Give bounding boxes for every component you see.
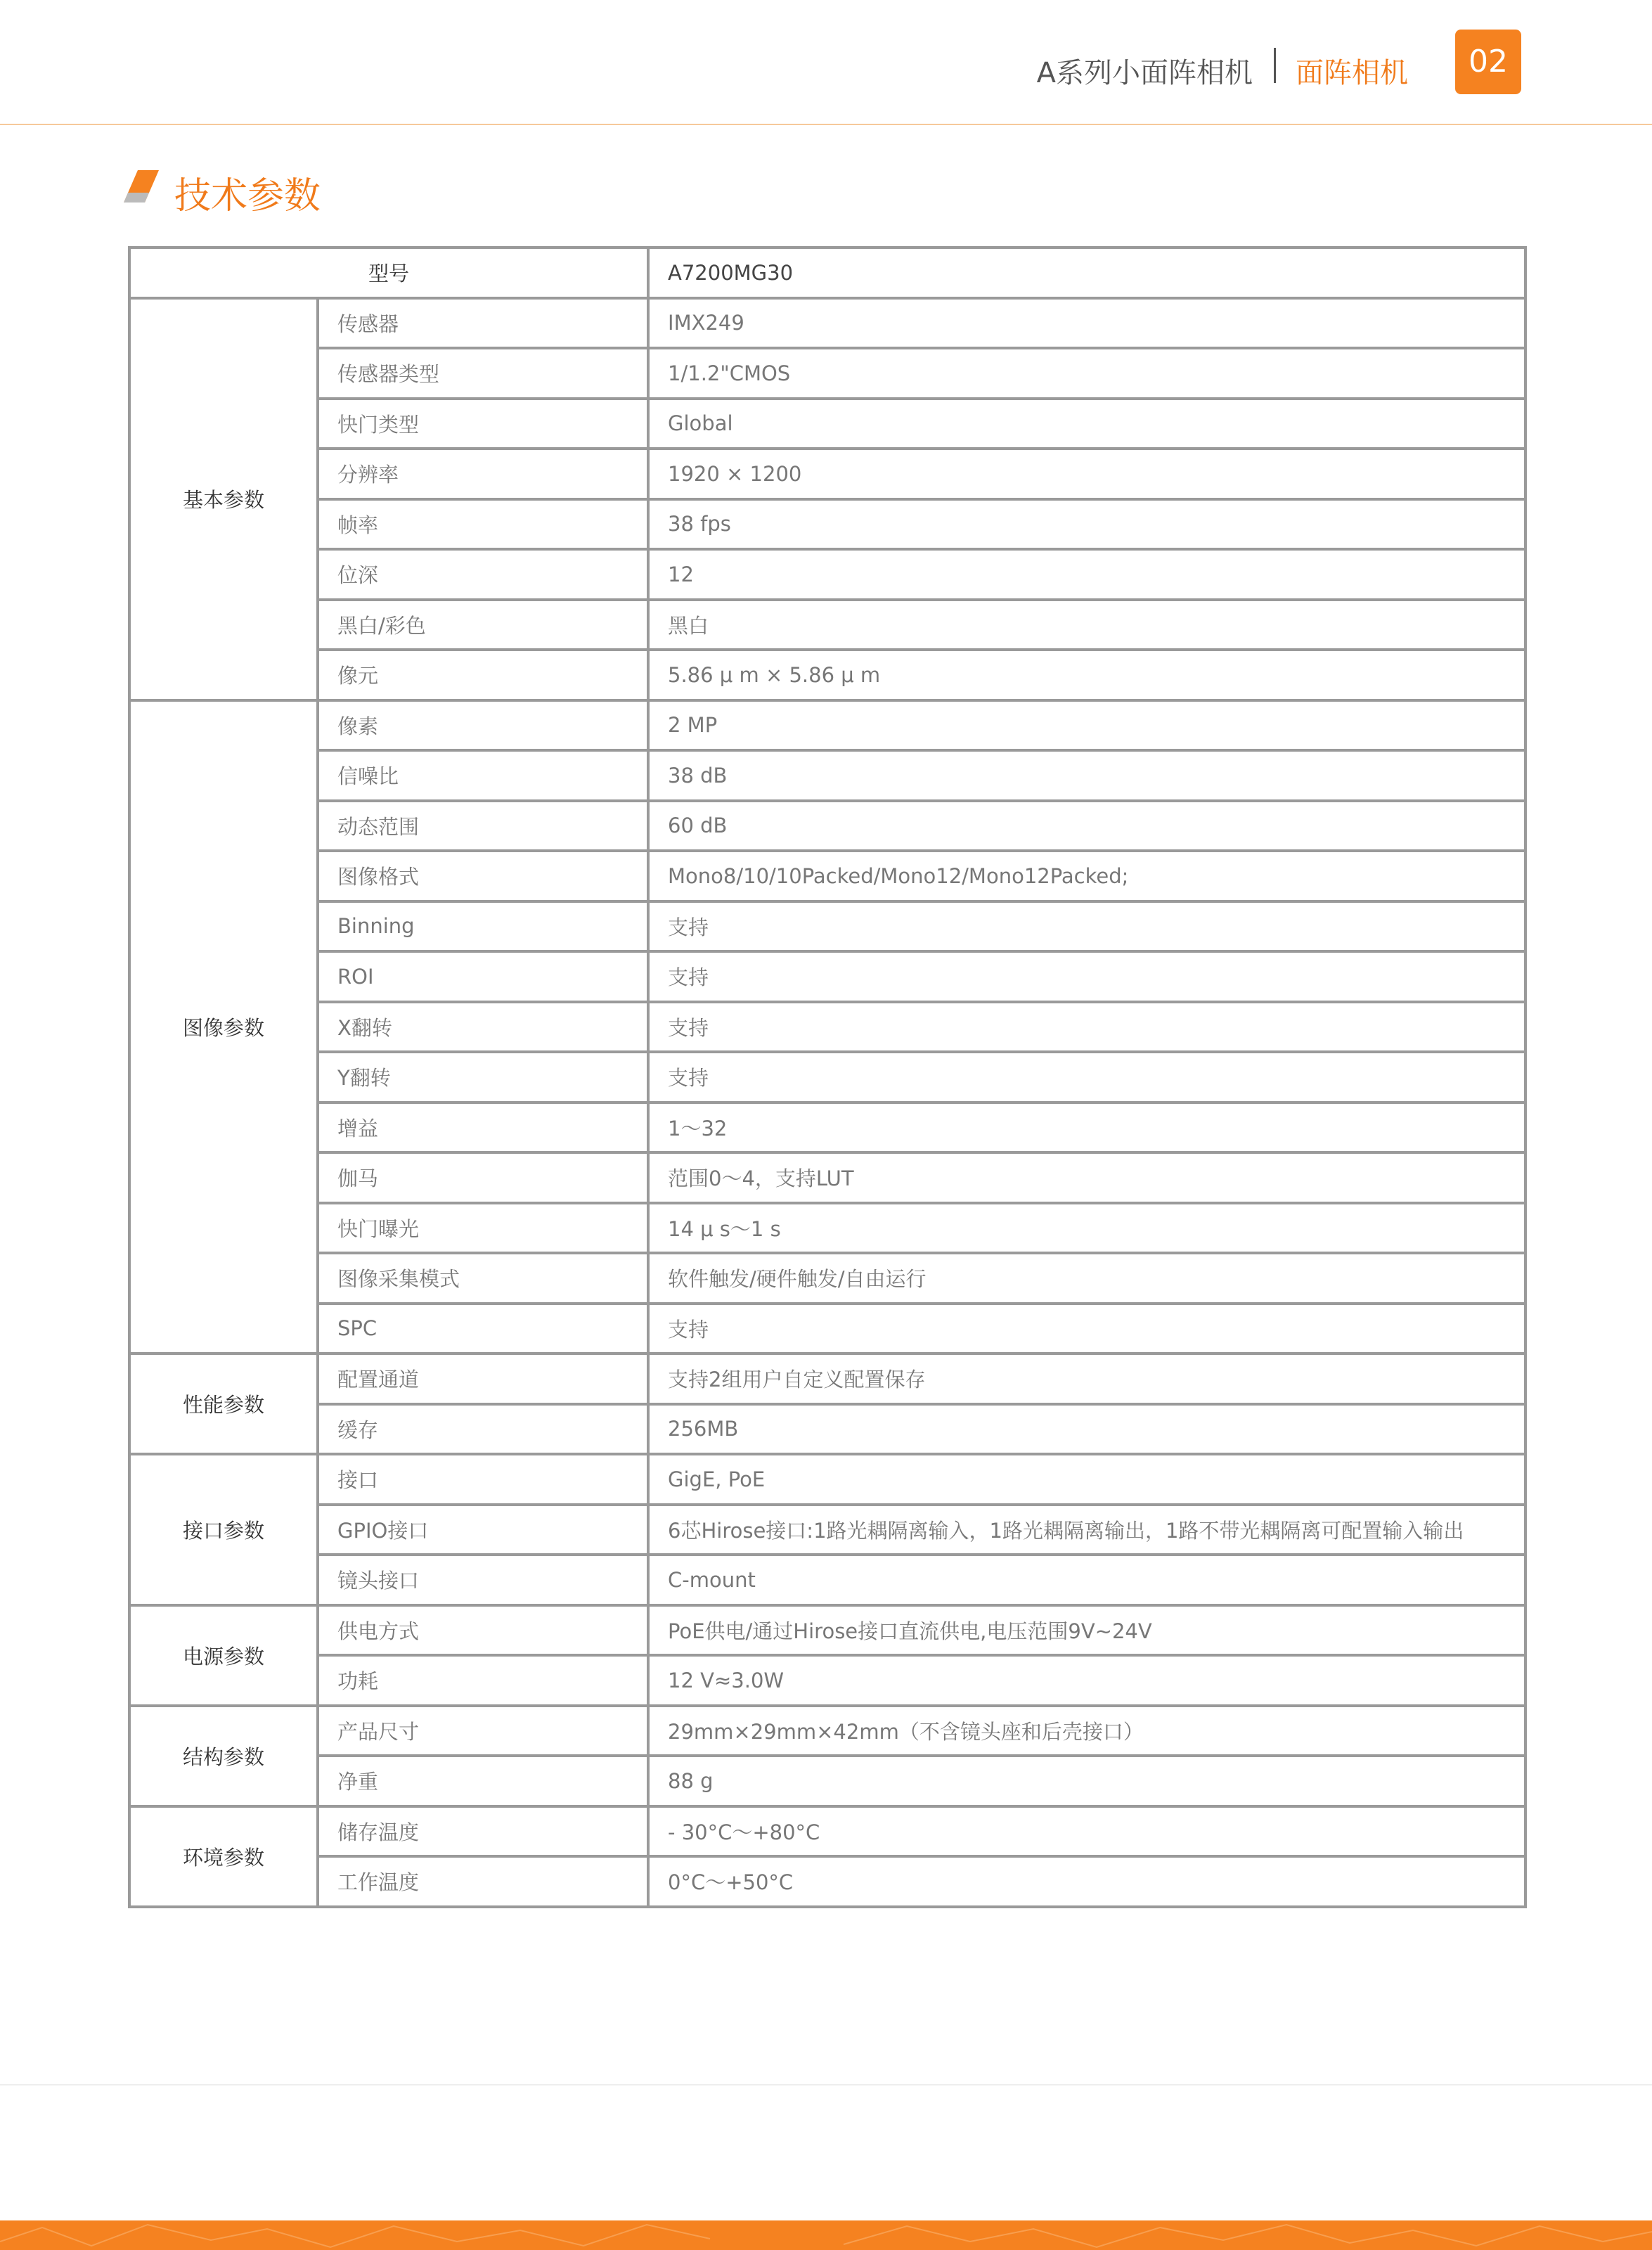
section-title: 技术参数 [174,175,321,217]
spec-label: 产品尺寸 [318,1706,648,1756]
footer-divider [0,2084,1652,2085]
spec-row [129,1002,1525,1053]
spec-value: 支持 [648,1002,1525,1053]
spec-row [129,499,1525,550]
spec-label: Y翻转 [318,1052,648,1102]
footer-band [0,2220,1652,2250]
spec-value: PoE供电/通过Hirose接口直流供电,电压范围9V~24V [648,1605,1525,1656]
spec-label: 增益 [318,1102,648,1153]
model-value: A7200MG30 [648,248,1525,298]
spec-label: 快门曝光 [318,1203,648,1254]
model-row [129,248,1525,298]
spec-row [129,1404,1525,1455]
spec-label: 像元 [318,650,648,700]
series-title: A系列小面阵相机 [1036,57,1253,89]
spec-label: 传感器 [318,298,648,349]
spec-row [129,1454,1525,1505]
spec-label: 图像格式 [318,851,648,901]
group-name: 性能参数 [129,1354,318,1454]
spec-label: 传感器类型 [318,348,648,399]
spec-label: X翻转 [318,1002,648,1053]
spec-label: GPIO接口 [318,1505,648,1555]
spec-value: 14 μ s～1 s [648,1203,1525,1254]
group-name: 图像参数 [129,700,318,1354]
spec-value: 黑白 [648,600,1525,650]
spec-value: IMX249 [648,298,1525,349]
spec-row [129,1806,1525,1857]
spec-value: 38 dB [648,750,1525,801]
category-title: 面阵相机 [1296,57,1408,89]
spec-value: 12 V≈3.0W [648,1655,1525,1706]
spec-row [129,851,1525,901]
group-name: 电源参数 [129,1605,318,1706]
spec-row [129,951,1525,1002]
spec-value: 1～32 [648,1102,1525,1153]
spec-row [129,1152,1525,1203]
spec-value: 软件触发/硬件触发/自由运行 [648,1253,1525,1304]
spec-row [129,1203,1525,1254]
spec-label: 分辨率 [318,449,648,499]
spec-value: 范围0～4，支持LUT [648,1152,1525,1203]
spec-table-body [129,248,1525,1907]
spec-label: 工作温度 [318,1856,648,1907]
spec-row [129,399,1525,449]
spec-value: 支持 [648,1052,1525,1102]
spec-row [129,650,1525,700]
spec-label: Binning [318,901,648,952]
spec-value: C-mount [648,1555,1525,1605]
spec-value: 12 [648,549,1525,600]
spec-value: 支持2组用户自定义配置保存 [648,1354,1525,1404]
header-divider [1274,48,1276,83]
spec-row [129,801,1525,851]
spec-value: 1920 × 1200 [648,449,1525,499]
spec-row [129,1052,1525,1102]
spec-row [129,1756,1525,1806]
spec-label: 位深 [318,549,648,600]
spec-label: 配置通道 [318,1354,648,1404]
group-name: 基本参数 [129,298,318,700]
spec-value: 38 fps [648,499,1525,550]
spec-row [129,1253,1525,1304]
spec-label: 缓存 [318,1404,648,1455]
spec-row [129,1605,1525,1656]
spec-label: 伽马 [318,1152,648,1203]
spec-value: GigE, PoE [648,1454,1525,1505]
spec-row [129,1655,1525,1706]
spec-row [129,750,1525,801]
spec-value: 60 dB [648,801,1525,851]
spec-value: 1/1.2"CMOS [648,348,1525,399]
spec-row [129,1102,1525,1153]
group-name: 结构参数 [129,1706,318,1806]
spec-label: 动态范围 [318,801,648,851]
spec-row [129,700,1525,751]
spec-value: Global [648,399,1525,449]
spec-row [129,1706,1525,1756]
spec-value: 支持 [648,951,1525,1002]
spec-label: 图像采集模式 [318,1253,648,1304]
spec-row [129,1856,1525,1907]
footer-network-pattern [0,2220,1652,2250]
spec-row [129,1505,1525,1555]
spec-table [128,246,1527,1908]
spec-value: 88 g [648,1756,1525,1806]
spec-label: 信噪比 [318,750,648,801]
spec-value: 0°C～+50°C [648,1856,1525,1907]
spec-row [129,348,1525,399]
spec-label: 快门类型 [318,399,648,449]
spec-value: Mono8/10/10Packed/Mono12/Mono12Packed; [648,851,1525,901]
spec-row [129,449,1525,499]
spec-row [129,549,1525,600]
page-header [0,0,1652,125]
spec-row [129,1354,1525,1404]
spec-value: 6芯Hirose接口:1路光耦隔离输入，1路光耦隔离输出，1路不带光耦隔离可配置输入输出 [648,1505,1525,1555]
spec-label: 镜头接口 [318,1555,648,1605]
spec-row [129,1555,1525,1605]
spec-label: 供电方式 [318,1605,648,1656]
group-name: 接口参数 [129,1454,318,1605]
spec-label: 黑白/彩色 [318,600,648,650]
spec-value: 256MB [648,1404,1525,1455]
spec-label: 接口 [318,1454,648,1505]
spec-label: 像素 [318,700,648,751]
spec-value: 支持 [648,901,1525,952]
spec-value: 2 MP [648,700,1525,751]
spec-label: 功耗 [318,1655,648,1706]
spec-value: 29mm×29mm×42mm（不含镜头座和后壳接口） [648,1706,1525,1756]
spec-row [129,600,1525,650]
spec-value: - 30°C～+80°C [648,1806,1525,1857]
spec-label: 帧率 [318,499,648,550]
spec-label: ROI [318,951,648,1002]
group-name: 环境参数 [129,1806,318,1907]
spec-label: SPC [318,1304,648,1354]
spec-label: 净重 [318,1756,648,1806]
spec-value: 支持 [648,1304,1525,1354]
spec-row [129,1304,1525,1354]
spec-row [129,901,1525,952]
spec-label: 储存温度 [318,1806,648,1857]
slash-mark-icon [124,170,159,202]
model-label: 型号 [129,248,648,298]
spec-value: 5.86 μ m × 5.86 μ m [648,650,1525,700]
page-number-badge: 02 [1455,30,1521,94]
spec-row [129,298,1525,349]
